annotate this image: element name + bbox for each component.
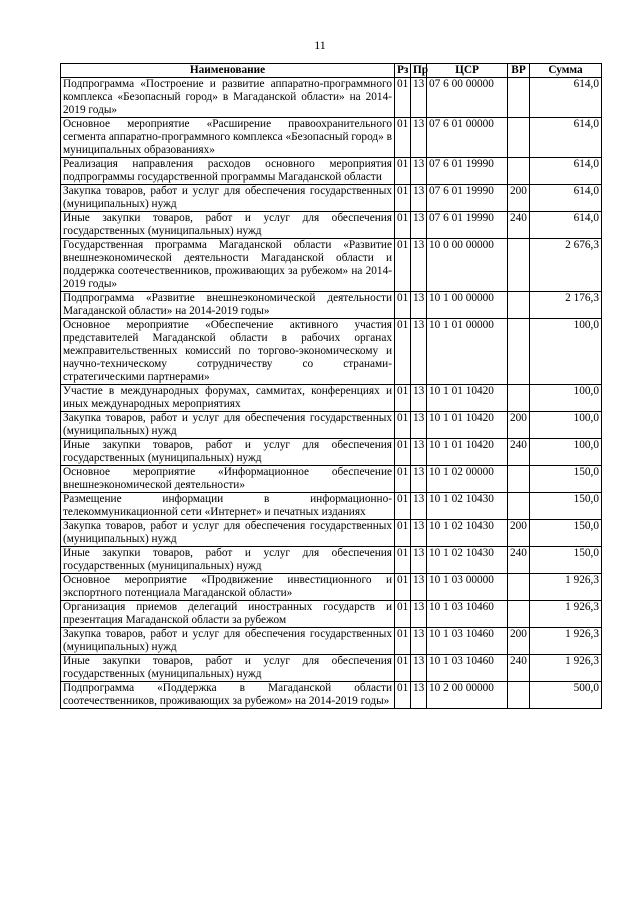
row-pr: 13	[411, 158, 427, 185]
row-pr: 13	[411, 682, 427, 709]
row-sum: 150,0	[530, 493, 602, 520]
row-vr	[508, 319, 530, 385]
row-vr: 200	[508, 185, 530, 212]
row-name: Основное мероприятие «Расширение правоохранительного сегмента аппаратно-программного комплекса «Безопасный город» в муниципальных образованиях»	[61, 118, 395, 158]
row-rz: 01	[395, 547, 411, 574]
row-name: Закупка товаров, работ и услуг для обеспечения государственных (муниципальных) нужд	[61, 185, 395, 212]
row-rz: 01	[395, 118, 411, 158]
row-sum: 1 926,3	[530, 601, 602, 628]
row-csr: 07 6 01 19990	[427, 185, 508, 212]
table-row	[61, 78, 602, 118]
row-name: Иные закупки товаров, работ и услуг для обеспечения государственных (муниципальных) нужд	[61, 655, 395, 682]
row-pr: 13	[411, 655, 427, 682]
row-vr	[508, 682, 530, 709]
table-row	[61, 185, 602, 212]
row-sum: 100,0	[530, 412, 602, 439]
header-csr: ЦСР	[427, 64, 508, 78]
row-rz: 01	[395, 439, 411, 466]
row-rz: 01	[395, 574, 411, 601]
row-rz: 01	[395, 239, 411, 292]
table-row	[61, 292, 602, 319]
row-rz: 01	[395, 212, 411, 239]
row-vr	[508, 239, 530, 292]
row-name: Основное мероприятие «Обеспечение активного участия представителей Магаданской области в рабочих органах межправительственных комиссий по торгово-экономическому и научно-техническому сотрудничеству со странами-стратегическими партнерами»	[61, 319, 395, 385]
row-vr: 200	[508, 412, 530, 439]
table-row	[61, 158, 602, 185]
table-row	[61, 118, 602, 158]
row-sum: 150,0	[530, 520, 602, 547]
row-sum: 614,0	[530, 118, 602, 158]
row-pr: 13	[411, 574, 427, 601]
row-rz: 01	[395, 466, 411, 493]
row-pr: 13	[411, 547, 427, 574]
table-row	[61, 682, 602, 709]
row-name: Закупка товаров, работ и услуг для обеспечения государственных (муниципальных) нужд	[61, 520, 395, 547]
row-sum: 1 926,3	[530, 574, 602, 601]
row-name: Подпрограмма «Поддержка в Магаданской области соотечественников, проживающих за рубежом» на 2014-2019 годы»	[61, 682, 395, 709]
row-sum: 2 676,3	[530, 239, 602, 292]
row-sum: 150,0	[530, 466, 602, 493]
row-rz: 01	[395, 520, 411, 547]
row-sum: 100,0	[530, 439, 602, 466]
row-sum: 1 926,3	[530, 655, 602, 682]
table-row	[61, 628, 602, 655]
row-sum: 1 926,3	[530, 628, 602, 655]
row-csr: 10 1 01 00000	[427, 319, 508, 385]
table-body	[61, 78, 602, 709]
table-row	[61, 212, 602, 239]
row-pr: 13	[411, 239, 427, 292]
row-vr: 200	[508, 628, 530, 655]
row-name: Подпрограмма «Построение и развитие аппаратно-программного комплекса «Безопасный город» в Магаданской области» на 2014-2019 годы»	[61, 78, 395, 118]
row-name: Подпрограмма «Развитие внешнеэкономической деятельности Магаданской области» на 2014-2019 годы»	[61, 292, 395, 319]
row-csr: 10 1 03 00000	[427, 574, 508, 601]
row-rz: 01	[395, 655, 411, 682]
row-csr: 10 1 01 10420	[427, 385, 508, 412]
row-vr: 240	[508, 655, 530, 682]
row-csr: 07 6 01 19990	[427, 212, 508, 239]
row-vr	[508, 385, 530, 412]
row-vr	[508, 466, 530, 493]
row-pr: 13	[411, 628, 427, 655]
row-name: Организация приемов делегаций иностранных государств и презентация Магаданской области за рубежом	[61, 601, 395, 628]
table-row	[61, 385, 602, 412]
row-pr: 13	[411, 439, 427, 466]
row-pr: 13	[411, 412, 427, 439]
budget-table	[60, 63, 602, 709]
row-csr: 10 1 01 10420	[427, 412, 508, 439]
row-csr: 10 1 02 10430	[427, 520, 508, 547]
row-pr: 13	[411, 493, 427, 520]
row-vr	[508, 574, 530, 601]
header-rz: Рз	[395, 64, 411, 78]
row-rz: 01	[395, 78, 411, 118]
row-csr: 10 1 02 00000	[427, 466, 508, 493]
row-csr: 10 0 00 00000	[427, 239, 508, 292]
row-vr: 200	[508, 520, 530, 547]
row-name: Закупка товаров, работ и услуг для обеспечения государственных (муниципальных) нужд	[61, 412, 395, 439]
row-csr: 10 1 03 10460	[427, 628, 508, 655]
row-vr: 240	[508, 547, 530, 574]
table-row	[61, 239, 602, 292]
row-name: Иные закупки товаров, работ и услуг для обеспечения государственных (муниципальных) нужд	[61, 547, 395, 574]
row-csr: 10 1 02 10430	[427, 493, 508, 520]
table-row	[61, 574, 602, 601]
row-rz: 01	[395, 682, 411, 709]
row-pr: 13	[411, 292, 427, 319]
row-csr: 10 2 00 00000	[427, 682, 508, 709]
row-name: Закупка товаров, работ и услуг для обеспечения государственных (муниципальных) нужд	[61, 628, 395, 655]
row-rz: 01	[395, 292, 411, 319]
row-csr: 10 1 03 10460	[427, 655, 508, 682]
row-csr: 10 1 03 10460	[427, 601, 508, 628]
header-vr: ВР	[508, 64, 530, 78]
row-name: Государственная программа Магаданской области «Развитие внешнеэкономической деятельности Магаданской области и поддержка соотечественников, проживающих за рубежом» на 2014-2019 годы»	[61, 239, 395, 292]
row-rz: 01	[395, 493, 411, 520]
row-name: Основное мероприятие «Информационное обеспечение внешнеэкономической деятельности»	[61, 466, 395, 493]
row-name: Иные закупки товаров, работ и услуг для обеспечения государственных (муниципальных) нужд	[61, 212, 395, 239]
page-number: 11	[314, 38, 326, 52]
row-csr: 10 1 00 00000	[427, 292, 508, 319]
row-pr: 13	[411, 185, 427, 212]
row-sum: 614,0	[530, 78, 602, 118]
row-rz: 01	[395, 158, 411, 185]
table-row	[61, 412, 602, 439]
row-rz: 01	[395, 628, 411, 655]
row-csr: 07 6 00 00000	[427, 78, 508, 118]
row-pr: 13	[411, 319, 427, 385]
table-row	[61, 319, 602, 385]
row-pr: 13	[411, 466, 427, 493]
table-row	[61, 601, 602, 628]
row-vr	[508, 158, 530, 185]
table-row	[61, 547, 602, 574]
row-vr: 240	[508, 212, 530, 239]
table-header	[61, 64, 602, 78]
row-name: Реализация направления расходов основного мероприятия подпрограммы государственной программы Магаданской области	[61, 158, 395, 185]
row-rz: 01	[395, 385, 411, 412]
table-row	[61, 493, 602, 520]
row-pr: 13	[411, 212, 427, 239]
row-rz: 01	[395, 601, 411, 628]
row-vr	[508, 601, 530, 628]
table-row	[61, 439, 602, 466]
row-name: Размещение информации в информационно-телекоммуникационной сети «Интернет» и печатных изданиях	[61, 493, 395, 520]
row-pr: 13	[411, 385, 427, 412]
header-name: Наименование	[61, 64, 395, 78]
row-sum: 614,0	[530, 158, 602, 185]
row-vr	[508, 493, 530, 520]
row-sum: 150,0	[530, 547, 602, 574]
header-sum: Сумма	[530, 64, 602, 78]
row-sum: 614,0	[530, 212, 602, 239]
row-sum: 500,0	[530, 682, 602, 709]
row-csr: 10 1 01 10420	[427, 439, 508, 466]
row-pr: 13	[411, 78, 427, 118]
row-sum: 100,0	[530, 385, 602, 412]
table-row	[61, 466, 602, 493]
row-rz: 01	[395, 412, 411, 439]
row-csr: 07 6 01 19990	[427, 158, 508, 185]
table-row	[61, 655, 602, 682]
row-vr	[508, 118, 530, 158]
row-rz: 01	[395, 185, 411, 212]
row-sum: 100,0	[530, 319, 602, 385]
row-vr: 240	[508, 439, 530, 466]
row-name: Основное мероприятие «Продвижение инвестиционного и экспортного потенциала Магаданской области»	[61, 574, 395, 601]
row-pr: 13	[411, 601, 427, 628]
header-row	[61, 64, 602, 78]
row-rz: 01	[395, 319, 411, 385]
row-csr: 07 6 01 00000	[427, 118, 508, 158]
row-csr: 10 1 02 10430	[427, 547, 508, 574]
row-name: Участие в международных форумах, саммитах, конференциях и иных международных мероприятиях	[61, 385, 395, 412]
row-pr: 13	[411, 118, 427, 158]
row-vr	[508, 78, 530, 118]
header-pr: Пр	[411, 64, 427, 78]
row-name: Иные закупки товаров, работ и услуг для обеспечения государственных (муниципальных) нужд	[61, 439, 395, 466]
row-pr: 13	[411, 520, 427, 547]
row-vr	[508, 292, 530, 319]
table-row	[61, 520, 602, 547]
row-sum: 2 176,3	[530, 292, 602, 319]
row-sum: 614,0	[530, 185, 602, 212]
